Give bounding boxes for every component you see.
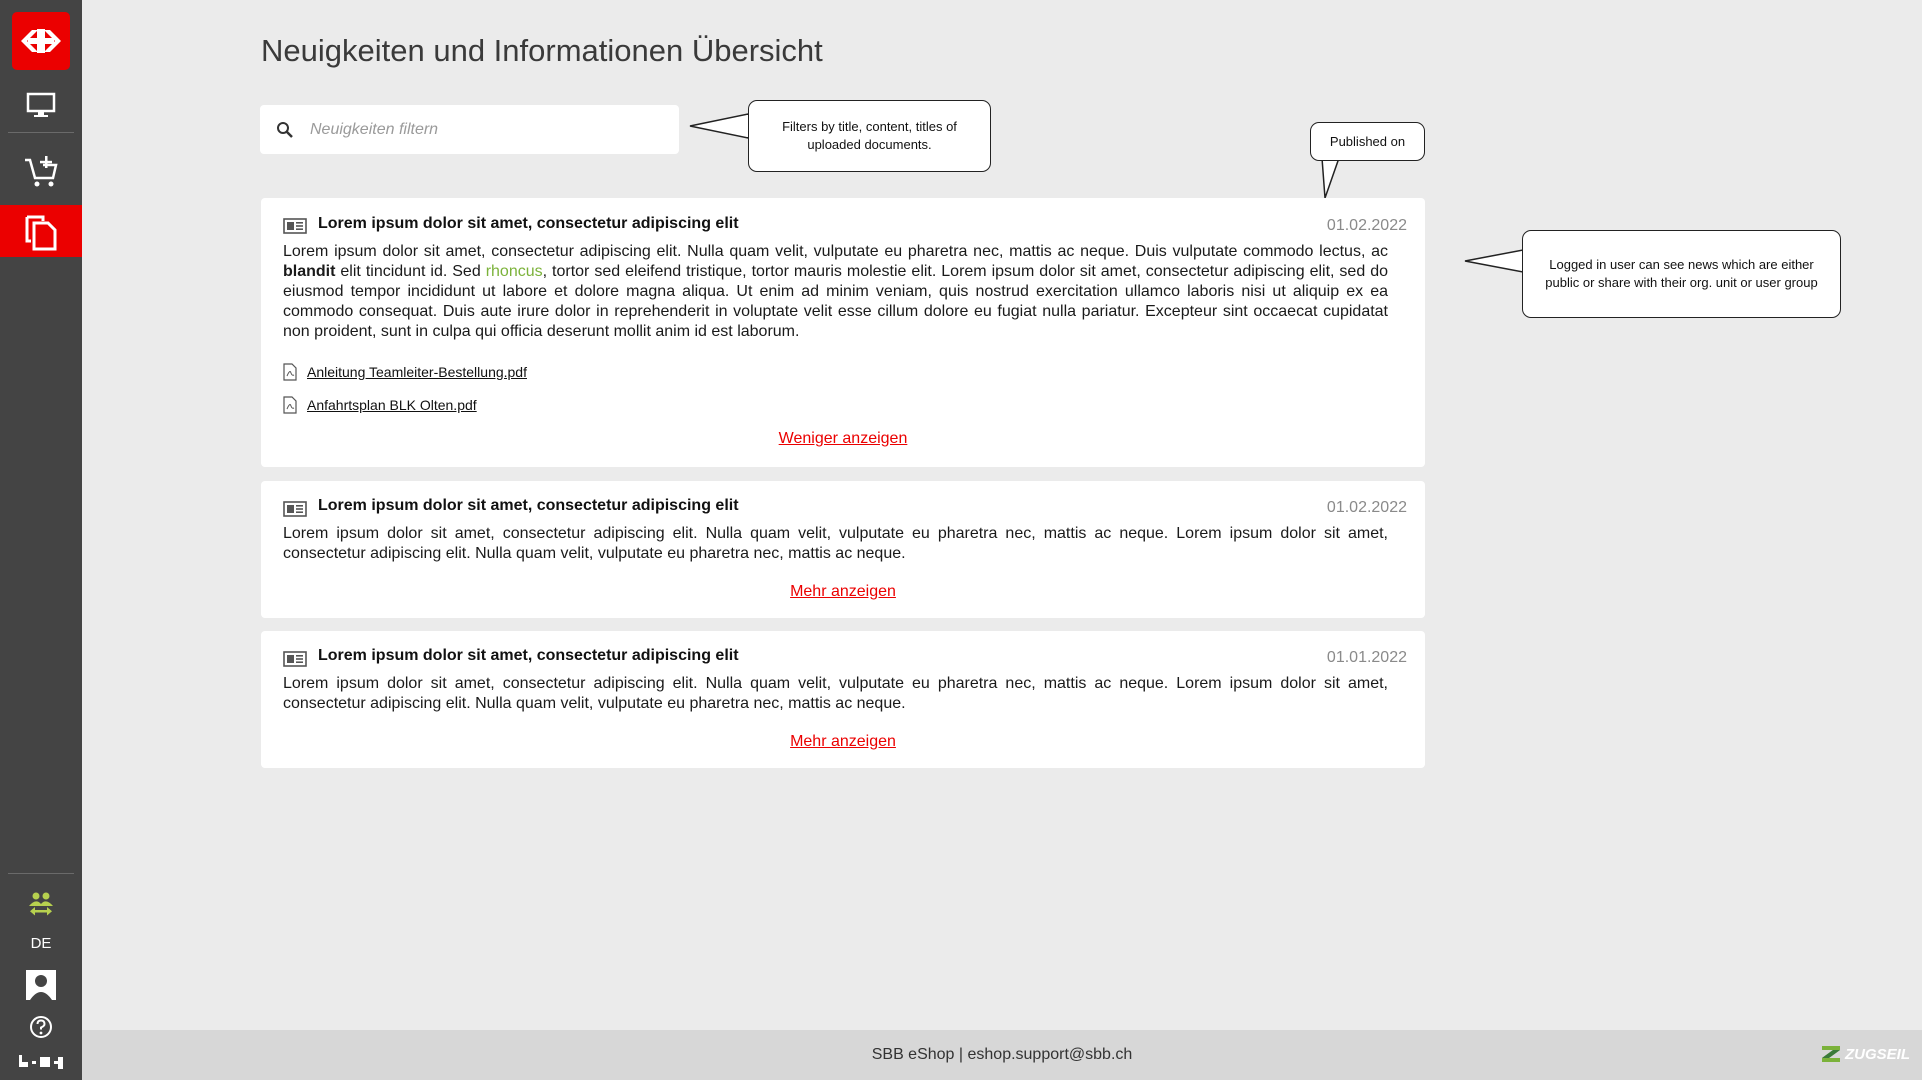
sidebar-item-order[interactable]	[0, 143, 82, 197]
pdf-file-icon	[283, 363, 297, 381]
news-title: Lorem ipsum dolor sit amet, consectetur adipiscing elit	[318, 497, 739, 514]
brand-mark	[0, 1046, 82, 1076]
news-card	[261, 631, 1425, 768]
document-link-label[interactable]: Anfahrtsplan BLK Olten.pdf	[307, 397, 477, 413]
sidebar-item-news[interactable]	[0, 205, 82, 257]
sidebar-item-group[interactable]	[0, 878, 82, 930]
show-less-link[interactable]: Weniger anzeigen	[778, 430, 908, 447]
document-link-label[interactable]: Anleitung Teamleiter-Bestellung.pdf	[307, 364, 527, 380]
sidebar-divider	[8, 873, 74, 874]
brand-mark-icon	[18, 1053, 64, 1069]
user-avatar-icon	[26, 970, 56, 1000]
annotation-visibility-note: Logged in user can see news which are either public or share with their org. unit or user group	[1522, 230, 1841, 318]
zugseil-logo	[1820, 1044, 1910, 1064]
show-more-link[interactable]: Mehr anzeigen	[790, 733, 896, 750]
sidebar-item-monitor[interactable]	[0, 78, 82, 132]
footer-text: SBB eShop | eshop.support@sbb.ch	[871, 1046, 1133, 1063]
annotation-published-note: Published on	[1310, 122, 1425, 161]
callout-tail	[1315, 158, 1345, 200]
zugseil-logo-icon	[1820, 1044, 1842, 1064]
document-link[interactable]	[283, 396, 477, 414]
news-title: Lorem ipsum dolor sit amet, consectetur adipiscing elit	[318, 215, 739, 232]
sidebar-item-help[interactable]	[0, 1005, 82, 1049]
language-selector[interactable]: DE	[30, 935, 52, 952]
group-icon	[27, 890, 55, 918]
news-card	[261, 198, 1425, 467]
callout-tail	[1465, 244, 1525, 274]
news-title: Lorem ipsum dolor sit amet, consectetur adipiscing elit	[318, 647, 739, 664]
page-title: Neuigkeiten und Informationen Übersicht	[261, 33, 823, 68]
news-card	[261, 481, 1425, 618]
footer	[82, 1030, 1922, 1080]
search-icon	[276, 121, 294, 139]
news-date: 01.02.2022	[1326, 499, 1407, 516]
news-body: Lorem ipsum dolor sit amet, consectetur adipiscing elit. Nulla quam velit, vulputate eu pharetra nec, mattis ac neque. Lorem ipsum dolor sit amet, consectetur adipiscing elit. Nulla quam velit, vulputate eu pharetra nec, mattis ac neque.	[283, 675, 1388, 712]
help-icon	[29, 1015, 53, 1039]
news-body-bold: blandit	[283, 263, 336, 280]
sbb-logo[interactable]	[12, 12, 70, 70]
news-date: 01.01.2022	[1326, 649, 1407, 666]
zugseil-logo-text: ZUGSEIL	[1844, 1045, 1910, 1063]
sidebar	[0, 0, 82, 1080]
news-date: 01.02.2022	[1326, 217, 1407, 234]
sidebar-item-profile[interactable]	[0, 960, 82, 1010]
pdf-file-icon	[283, 396, 297, 414]
show-more-link[interactable]: Mehr anzeigen	[790, 583, 896, 600]
news-body-text: elit tincidunt id. Sed	[335, 263, 486, 280]
sidebar-divider	[8, 132, 74, 133]
news-body-text: Lorem ipsum dolor sit amet, consectetur adipiscing elit. Nulla quam velit, vulputate eu pharetra nec, mattis ac neque. Duis vulputate commodo lectus, ac	[283, 243, 1388, 260]
search-input[interactable]	[310, 121, 640, 139]
documents-icon	[23, 211, 59, 251]
annotation-filter-note: Filters by title, content, titles of uploaded documents.	[748, 100, 991, 172]
callout-tail	[690, 110, 750, 150]
sbb-logo-icon	[19, 26, 63, 56]
newspaper-icon	[283, 218, 307, 234]
news-body: Lorem ipsum dolor sit amet, consectetur adipiscing elit. Nulla quam velit, vulputate eu pharetra nec, mattis ac neque. Lorem ipsum dolor sit amet, consectetur adipiscing elit. Nulla quam velit, vulputate eu pharetra nec, mattis ac neque.	[283, 525, 1388, 562]
cart-add-icon	[23, 152, 59, 188]
monitor-icon	[26, 92, 56, 118]
newspaper-icon	[283, 651, 307, 667]
news-body	[283, 242, 1388, 342]
news-body-highlight: rhoncus	[485, 263, 543, 280]
search-box[interactable]	[260, 105, 679, 154]
document-link[interactable]	[283, 363, 527, 381]
newspaper-icon	[283, 501, 307, 517]
news-body-text: , tortor sed eleifend tristique, tortor mauris molestie elit. Lorem ipsum dolor sit amet, consectetur adipiscing elit, sed do eiusmod tempor incididunt ut labore et dolore magna aliqua. Ut enim ad minim veniam, quis nostrud exercitation ullamco laboris nisi ut aliquip ex ea commodo consequat. Duis aute irure dolor in reprehenderit in voluptate velit esse cillum dolore eu fugiat nulla pariatur. Excepteur sint occaecat cupidatat non proident, sunt in culpa qui officia deserunt mollit anim id est laborum.	[283, 263, 1388, 340]
